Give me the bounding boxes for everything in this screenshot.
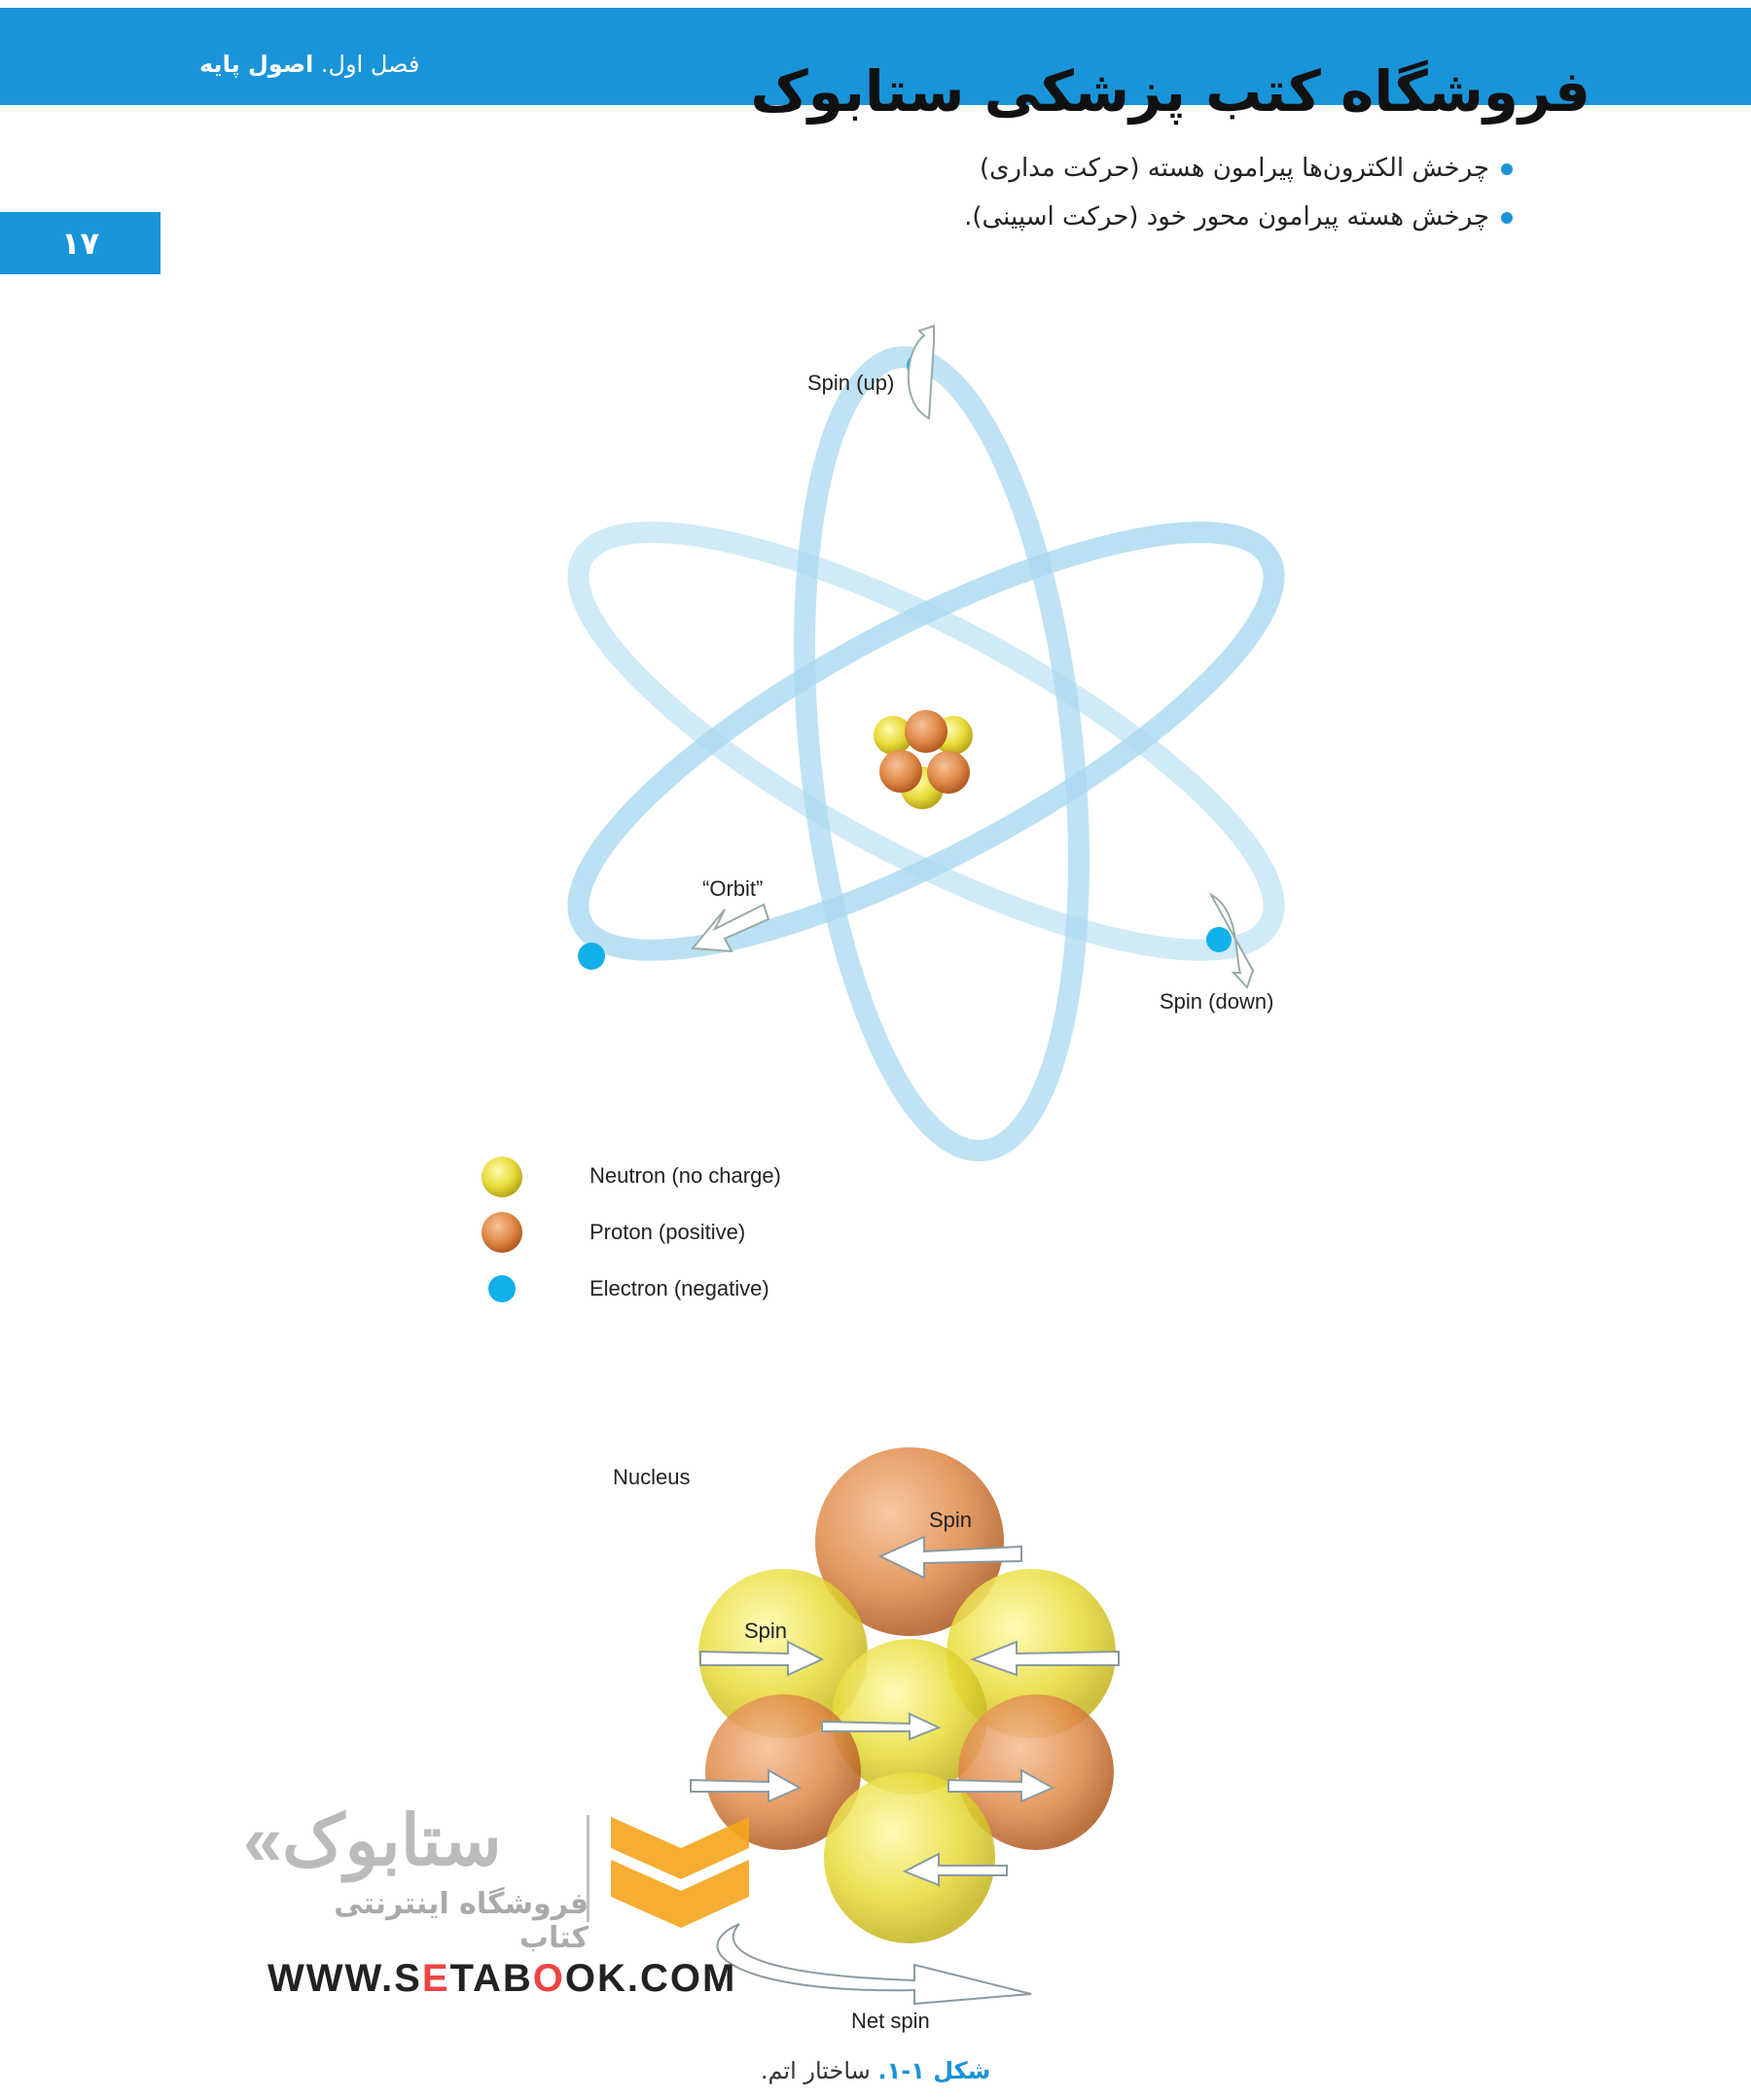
electron-right [1206,927,1232,952]
bullet-item: چرخش هسته پیرامون محور خود (حرکت اسپینی). [964,202,1513,231]
spin-label-left: Spin [744,1619,788,1643]
net-spin-arrow-icon [718,1924,1032,2004]
legend [482,1157,781,1302]
watermark-logo-icon [587,1815,749,1928]
legend-neutron-swatch [482,1157,522,1197]
url-highlight: O [532,1957,565,2000]
legend-neutron-label: Neutron (no charge) [590,1163,781,1188]
spin-up-arrow-icon [909,326,934,418]
label-spin-up: Spin (up) [807,371,895,395]
label-spin-down: Spin (down) [1160,989,1274,1014]
spin-label-top: Spin [929,1508,973,1532]
url-part: OK.COM [564,1957,737,2000]
orbit-rings [528,343,1323,1164]
store-title: فروشگاه کتب پزشکی ستابوک [750,58,1590,125]
figure-caption [0,2057,1751,2084]
watermark-subtitle: فروشگاه اینترنتی کتاب [334,1887,589,1955]
legend-proton-label: Proton (positive) [590,1220,746,1244]
url-highlight: E [421,1957,450,2000]
legend-electron-swatch [488,1275,516,1302]
legend-proton-swatch [482,1212,522,1253]
figure-caption-text: ساختار اتم. [760,2057,871,2084]
watermark-url [268,1957,736,2001]
watermark-logo-text: «ستابوک [243,1802,502,1880]
nucleus-large [613,1447,1119,2033]
chapter-number: فصل اول. [320,51,420,78]
label-orbit: “Orbit” [702,876,764,901]
bullet-item: چرخش الکترون‌ها پیرامون هسته (حرکت مداری) [964,154,1513,183]
atom-nucleus [874,710,973,809]
legend-electron-label: Electron (negative) [590,1276,769,1300]
figure-label: شکل ۱-۱. [877,2057,991,2084]
nucleus-title: Nucleus [613,1465,691,1489]
electron-left [578,943,605,970]
chapter-title: اصول پایه [199,51,314,78]
url-part: TAB [449,1957,533,2000]
net-spin-label: Net spin [851,2009,930,2033]
page-number: ۱۷ [0,212,161,274]
url-part: WWW.S [268,1957,422,2000]
